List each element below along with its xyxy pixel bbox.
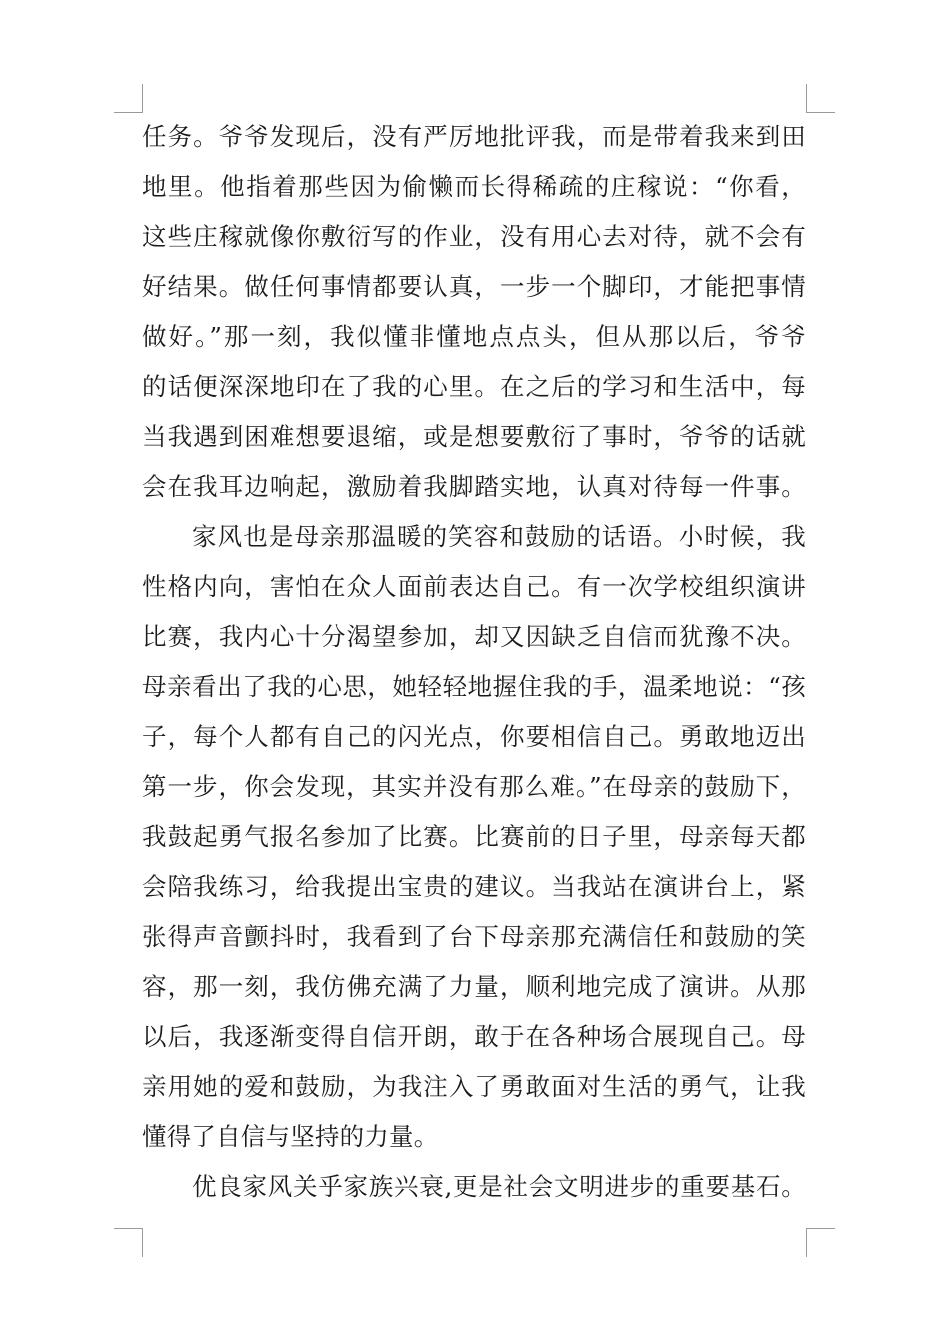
text-line: 子，每个人都有自己的闪光点，你要相信自己。勇敢地迈出 [142,722,806,751]
top-left-margin-mark [114,84,143,113]
paragraph-last-line: 懂得了自信与坚持的力量。 [142,1122,439,1151]
text-line: 任务。爷爷发现后，没有严厉地批评我，而是带着我来到田 [142,122,806,151]
bottom-left-margin-mark [114,1228,143,1257]
text-line: 第一步，你会发现，其实并没有那么难。”在母亲的鼓励下， [142,772,806,801]
text-line: 做好。”那一刻，我似懂非懂地点点头，但从那以后，爷爷 [142,322,806,351]
text-line: 好结果。做任何事情都要认真，一步一个脚印，才能把事情 [142,272,806,301]
top-right-margin-mark [806,84,835,113]
text-line: 亲用她的爱和鼓励，为我注入了勇敢面对生活的勇气，让我 [142,1072,806,1101]
paragraph-first-line: 优良家风关乎家族兴衰,更是社会文明进步的重要基石。 [192,1172,806,1201]
text-line: 这些庄稼就像你敷衍写的作业，没有用心去对待，就不会有 [142,222,806,251]
text-line: 容，那一刻，我仿佛充满了力量，顺利地完成了演讲。从那 [142,972,806,1001]
text-line: 地里。他指着那些因为偷懒而长得稀疏的庄稼说：“你看， [142,172,806,201]
paragraph-first-line: 家风也是母亲那温暖的笑容和鼓励的话语。小时候，我 [192,522,806,551]
text-line: 会陪我练习，给我提出宝贵的建议。当我站在演讲台上，紧 [142,872,806,901]
text-line: 的话便深深地印在了我的心里。在之后的学习和生活中，每 [142,372,806,401]
text-line: 性格内向，害怕在众人面前表达自己。有一次学校组织演讲 [142,572,806,601]
text-line: 我鼓起勇气报名参加了比赛。比赛前的日子里，母亲每天都 [142,822,806,851]
text-line: 当我遇到困难想要退缩，或是想要敷衍了事时，爷爷的话就 [142,422,806,451]
document-body [142,112,806,1212]
text-line: 母亲看出了我的心思，她轻轻地握住我的手，温柔地说：“孩 [142,672,806,701]
text-line: 张得声音颤抖时，我看到了台下母亲那充满信任和鼓励的笑 [142,922,806,951]
text-line: 比赛，我内心十分渴望参加，却又因缺乏自信而犹豫不决。 [142,622,806,651]
text-line: 以后，我逐渐变得自信开朗，敢于在各种场合展现自己。母 [142,1022,806,1051]
bottom-right-margin-mark [806,1228,835,1257]
text-line: 会在我耳边响起，激励着我脚踏实地，认真对待每一件事。 [142,472,806,501]
